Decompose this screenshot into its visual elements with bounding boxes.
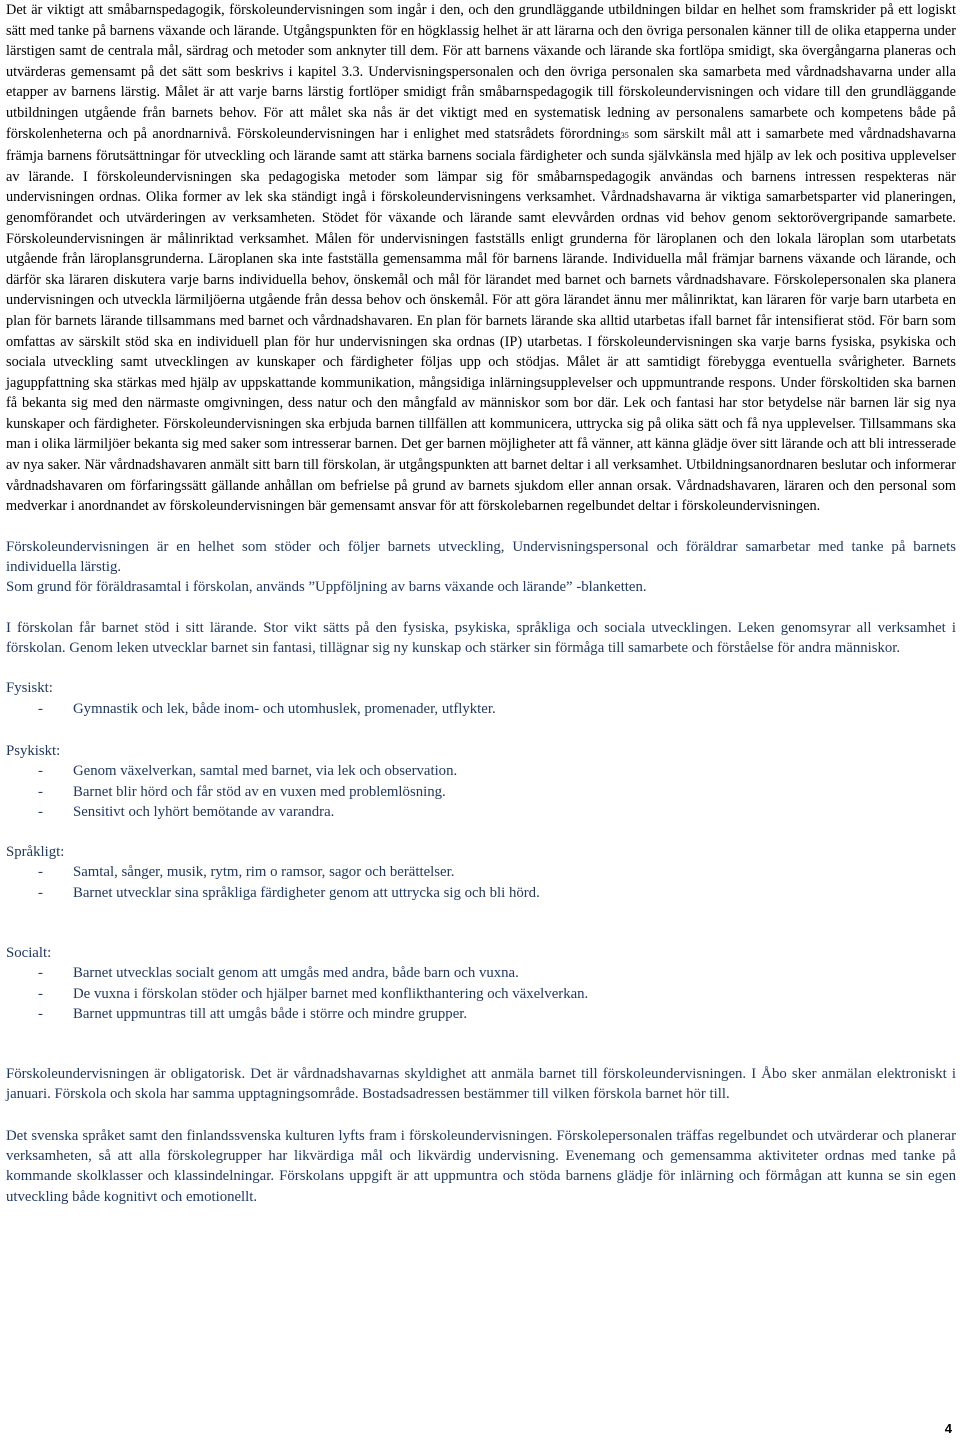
list-item	[6, 984, 956, 1004]
stod-paragraph: I förskolan får barnet stöd i sitt lärande. Stor vikt sätts på den fysiska, psykiska, språkliga och sociala utvecklingen. Leken genomsyrar all verksamhet i förskolan. Genom leken utvecklar barnet sin fantasi, tillägnar sig ny kunskap och stärker sin förmåga till samarbete och förståelse för andra människor.	[6, 619, 956, 657]
list-item	[6, 1004, 956, 1024]
helhet-paragraph: Förskoleundervisningen är en helhet som stöder och följer barnets utveckling, Undervisningspersonal och föräldrar samarbetar med tanke på barnets individuella lärstig.	[6, 538, 956, 576]
list-item	[6, 782, 956, 802]
list-item	[6, 883, 956, 903]
area-fysiskt	[6, 678, 956, 719]
footnote-marker: 35	[620, 130, 629, 140]
dash-bullet: -	[38, 965, 43, 982]
area-list	[6, 761, 956, 822]
list-item-text: Genom växelverkan, samtal med barnet, via lek och observation.	[73, 763, 458, 780]
document-page	[6, 0, 956, 1207]
list-item	[6, 963, 956, 983]
list-item-text: Barnet utvecklas socialt genom att umgås med andra, både barn och vuxna.	[73, 965, 519, 982]
list-item-text: Barnet utvecklar sina språkliga färdigheter genom att uttrycka sig och bli hörd.	[73, 884, 540, 901]
obligatorisk-paragraph: Förskoleundervisningen är obligatorisk. Det är vårdnadshavarnas skyldighet att anmäla barnet till förskoleundervisningen. I Åbo sker anmälan elektroniskt i januari. Förskola och skola har samma upptagningsområde. Bostadsadressen bestämmer till vilken förskola barnet hör till.	[6, 1066, 956, 1103]
list-item-text: Sensitivt och lyhört bemötande av varandra.	[73, 803, 335, 820]
list-item	[6, 802, 956, 822]
area-list	[6, 862, 956, 903]
list-item-text: Barnet uppmuntras till att umgås både i större och mindre grupper.	[73, 1005, 468, 1022]
intro-paragraph	[6, 0, 956, 517]
area-list	[6, 699, 956, 719]
list-item-text: Gymnastik och lek, både inom- och utomhuslek, promenader, utflykter.	[73, 700, 496, 717]
dash-bullet: -	[38, 700, 43, 717]
intro-text-part-b: som särskilt mål att i samarbete med vårdnadshavarna främja barnens förutsättningar för utveckling och lärande samt att stärka barnens sociala färdigheter och sunda självkänsla med hjälp av lek och positiva upplevelser av lärande. I förskoleundervisningen ska pedagogiska metoder som lämpar sig för småbarnspedagogik användas och barnens intressen respekteras när undervisningen ordnas. Olika former av lek ska ständigt ingå i förskoleundervisningens verksamhet. Vårdnadshavarna är viktiga samarbetsparter vid planeringen, genomförandet och utvärderingen av verksamheten. Stödet för växande och lärande samt elevvården ordnas vid behov genom sektorövergripande samarbete. Förskoleundervisningen är målinriktad verksamhet. Målen för undervisningen fastställs enligt grunderna för läroplanen och den lokala läroplan som utarbetats utgående från läroplansgrunderna. Läroplanen ska inte fastställa gemensamma mål för barnens lärande. Individuella mål främjar barnens växande och lärande, och därför ska läraren diskutera varje barns individuella behov, önskemål och mål för lärandet med barnet och barnets vårdnadshavare. Förskolepersonalen ska planera undervisningen och utveckla lärmiljöerna utgående från dessa behov och önskemål. För att göra lärandet ännu mer målinriktat, kan läraren för varje barn utarbeta en plan för barnets lärande tillsammans med barnet och vårdnadshavaren. En plan för barnets lärande ska alltid utarbetas ifall barnet får intensifierat stöd. För barn som omfattas av särskilt stöd ska en individuell plan för hur undervisningen ska ordnas (IP) utarbetas. I förskoleundervisningen ska varje barns fysiska, psykiska och sociala utveckling samt utvecklingen av kunskaper och färdigheter följas upp och stödjas. Målet är att samtidigt förebygga eventuella svårigheter. Barnets jaguppfattning ska stärkas med hjälp av uppskattande kommunikation, mångsidiga inlärningsupplevelser och uppmuntrande respons. Under förskoltiden ska barnen få bekanta sig med den närmaste omgivningen, dess natur och den mångfald av människor som bor där. Lek och fantasi har stor betydelse när barnen lär sig nya kunskaper och färdigheter. Förskoleundervisningen ska erbjuda barnen tillfällen att kommunicera, uttrycka sig på olika sätt och få nya upplevelser. Tillsammans ska man i olika lärmiljöer bekanta sig med saker som intresserar barnen. Det ger barnen möjligheter att få vänner, att känna glädje över sitt lärande och att bli intresserade av nya saker. När vårdnadshavaren anmält sitt barn till förskolan, är utgångspunkten att barnet deltar i all verksamhet. Utbildningsanordnaren beslutar och informerar vårdnadshavaren om förfaringssätt gällande anhållan om befrielse på grund av barnets sjukdom eller annan orsak. Vårdnadshavaren, läraren och den personal som medverkar i anordnandet av förskoleundervisningen bär gemensamt ansvar för att förskolebarnen regelbundet deltar i förskoleundervisningen.	[6, 125, 956, 515]
area-heading: Psykiskt:	[6, 742, 61, 759]
dash-bullet: -	[38, 1005, 43, 1022]
area-list	[6, 963, 956, 1024]
page-number: 4	[944, 1421, 952, 1436]
dash-bullet: -	[38, 985, 43, 1002]
dash-bullet: -	[38, 864, 43, 881]
list-item	[6, 862, 956, 882]
blankett-paragraph: Som grund för föräldrasamtal i förskolan, används ”Uppföljning av barns växande och lärande” -blanketten.	[6, 579, 647, 596]
intro-text-part-a: Det är viktigt att småbarnspedagogik, förskoleundervisningen som ingår i den, och den grundläggande utbildningen bildar en helhet som framskrider på ett logiskt sätt med tanke på barnens växande och lärande. Utgångspunkten för en högklassig helhet är att lärarna och den övriga personalen känner till de olika etapperna under lärstigen samt de centrala mål, särdrag och metoder som anknyter till dem. För att barnens växande och lärande ska fortlöpa smidigt, ska övergångarna planeras och utvärderas gemensamt på det sätt som beskrivs i kapitel 3.3. Undervisningspersonalen och den övriga personalen ska samarbeta med vårdnadshavarna under alla etapper av barnens lärstig. Målet är att varje barns lärstig fortlöper smidigt från småbarnspedagogik till förskoleundervisningen och vidare till den grundläggande utbildningen utgående från barnets behov. För att målet ska nås är det viktigt med en systematisk ledning av personalens samarbete och kompetens både på förskolenheterna och på anordnarnivå. Förskoleundervisningen har i enlighet med statsrådets förordning	[6, 2, 956, 142]
list-item	[6, 761, 956, 781]
helhet-section	[6, 537, 956, 598]
area-psykiskt	[6, 741, 956, 822]
dash-bullet: -	[38, 763, 43, 780]
svenska-paragraph: Det svenska språket samt den finlandssvenska kulturen lyfts fram i förskoleundervisningen. Förskolepersonalen träffas regelbundet och utvärderar och planerar verksamheten, så att alla förskolegrupper har likvärdiga mål och likvärdig undervisning. Evenemang och gemensamma aktiviteter ordnas med tanke på kommande skolklasser och klassindelningar. Förskolans uppgift är att uppmuntra och stöda barnens glädje för inlärning och förmågan att kunna se sin egen utveckling både kognitivt och emotionellt.	[6, 1127, 956, 1205]
area-heading: Socialt:	[6, 945, 52, 961]
list-item-text: Samtal, sånger, musik, rytm, rim o ramsor, sagor och berättelser.	[73, 864, 455, 881]
area-heading: Språkligt:	[6, 844, 65, 861]
list-item-text: De vuxna i förskolan stöder och hjälper barnet med konflikthantering och växelverkan.	[73, 985, 589, 1002]
list-item-text: Barnet blir hörd och får stöd av en vuxen med problemlösning.	[73, 783, 446, 800]
area-sprakligt	[6, 842, 956, 903]
area-heading: Fysiskt:	[6, 680, 53, 697]
dash-bullet: -	[38, 783, 43, 800]
dash-bullet: -	[38, 803, 43, 820]
area-socialt	[6, 943, 956, 1024]
dash-bullet: -	[38, 884, 43, 901]
list-item	[6, 699, 956, 719]
